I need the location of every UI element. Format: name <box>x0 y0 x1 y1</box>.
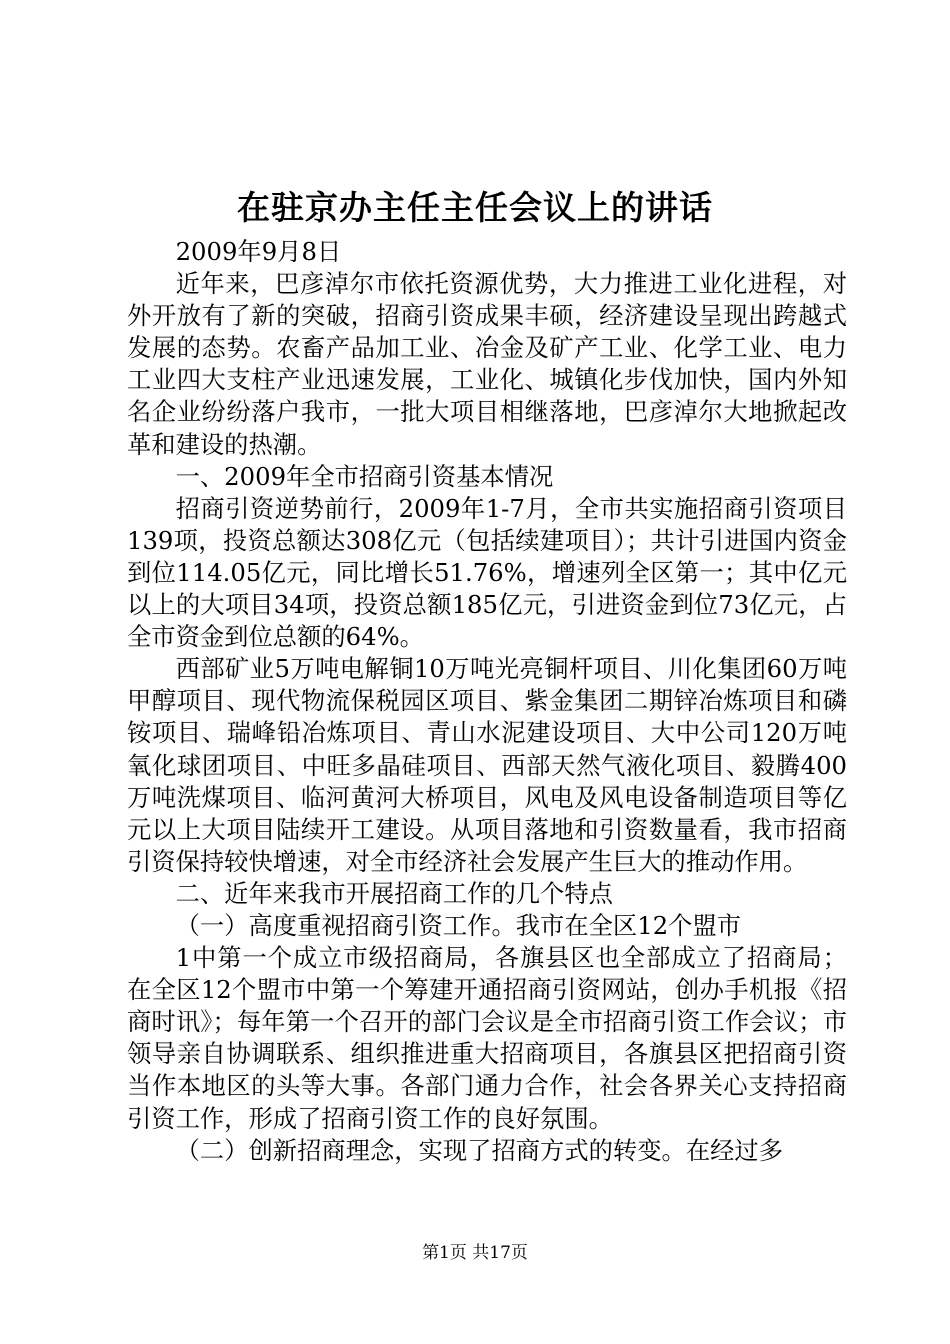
document-body <box>127 236 847 1167</box>
paragraph-investment-stats: 招商引资逆势前行，2009年1-7月，全市共实施招商引资项目139项，投资总额达308亿元（包括续建项目）；共计引进国内资金到位114.05亿元，同比增长51.76%，增速列全区第一；其中亿元以上的大项目34项，投资总额185亿元，引进资金到位73亿元，占全市资金到位总额的64%。 <box>127 493 847 652</box>
section-heading-1: 一、2009年全市招商引资基本情况 <box>175 461 554 491</box>
document-title: 在驻京办主任主任会议上的讲话 <box>237 188 713 227</box>
subsection-heading-2: （二）创新招商理念，实现了招商方式的转变。在经过多 <box>175 1135 784 1165</box>
speech-date: 2009年9月8日 <box>175 237 342 266</box>
paragraph-emphasis: 1中第一个成立市级招商局，各旗县区也全部成立了招商局；在全区12个盟市中第一个筹建开通招商引资网站，创办手机报《招商时讯》；每年第一个召开的部门会议是全市招商引资工作会议；市领导亲自协调联系、组织推进重大招商项目，各旗县区把招商引资当作本地区的头等大事。各部门通力合作，社会各界关心支持招商引资工作，形成了招商引资工作的良好氛围。 <box>127 943 847 1133</box>
section-heading-2: 二、近年来我市开展招商工作的几个特点 <box>175 878 613 908</box>
page-footer: 第1页 共17页 <box>422 1243 528 1263</box>
paragraph-intro: 近年来，巴彦淖尔市依托资源优势，大力推进工业化进程，对外开放有了新的突破，招商引资成果丰硕，经济建设呈现出跨越式发展的态势。农畜产品加工业、冶金及矿产工业、化学工业、电力工业四大支柱产业迅速发展，工业化、城镇化步伐加快，国内外知名企业纷纷落户我市，一批大项目相继落地，巴彦淖尔大地掀起改革和建设的热潮。 <box>127 269 847 459</box>
subsection-heading-1: （一）高度重视招商引资工作。我市在全区12个盟市 <box>175 910 742 940</box>
paragraph-major-projects: 西部矿业5万吨电解铜10万吨光亮铜杆项目、川化集团60万吨甲醇项目、现代物流保税园区项目、紫金集团二期锌冶炼项目和磷铵项目、瑞峰铅冶炼项目、青山水泥建设项目、大中公司120万吨氧化球团项目、中旺多晶硅项目、西部天然气液化项目、毅腾400万吨洗煤项目、临河黄河大桥项目，风电及风电设备制造项目等亿元以上大项目陆续开工建设。从项目落地和引资数量看，我市招商引资保持较快增速，对全市经济社会发展产生巨大的推动作用。 <box>127 654 847 876</box>
